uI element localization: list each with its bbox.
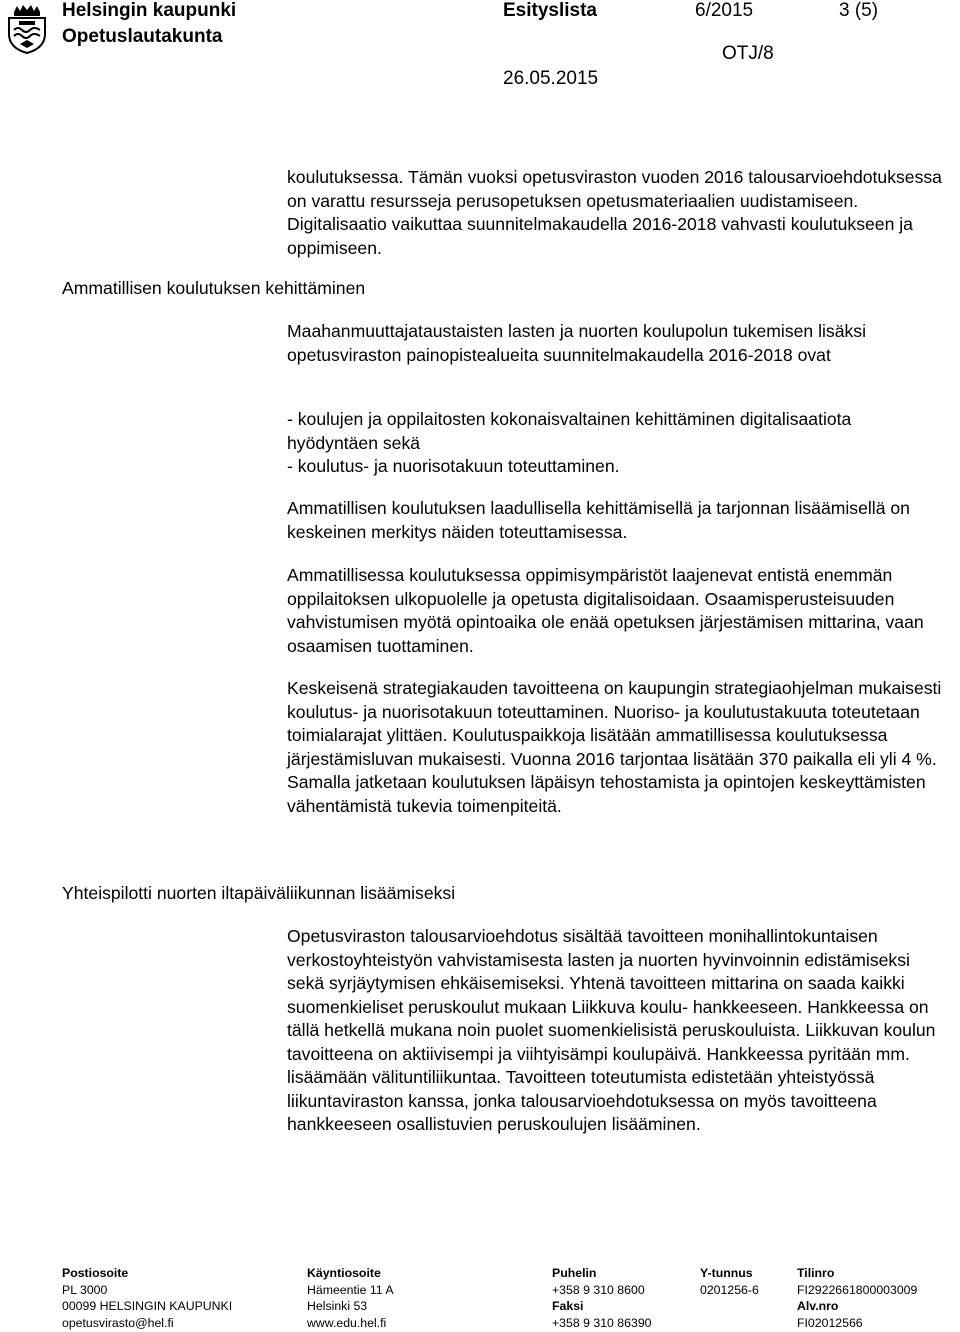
footer-phone bbox=[552, 1265, 652, 1331]
footer-account bbox=[797, 1265, 917, 1331]
footer-visiting-label: Käyntiosoite bbox=[307, 1266, 381, 1280]
footer-phone-value: +358 9 310 8600 bbox=[552, 1282, 645, 1297]
footer-visiting-address bbox=[307, 1265, 394, 1331]
footer-business-id-value: 0201256-6 bbox=[700, 1282, 759, 1297]
footer-visiting-line: Helsinki 53 bbox=[307, 1299, 368, 1314]
footer-phone-label: Puhelin bbox=[552, 1266, 597, 1280]
footer-postal-label: Postiosoite bbox=[62, 1266, 129, 1280]
paragraph-priorities-list: - koulujen ja oppilaitosten kokonaisvaltainen kehittäminen digitalisaatiota hyödyntäen sekä - koulutus- ja nuorisotakuun toteuttaminen. bbox=[287, 409, 852, 476]
footer-account-label: Tilinro bbox=[797, 1266, 835, 1280]
paragraph-digitalisation: koulutuksessa. Tämän vuoksi opetusviraston vuoden 2016 talousarvioehdotuksessa on varattu resursseja perusopetuksen opetusmateriaalien uudistamiseen. Digitalisaatio vaikuttaa suunnitelmakaudella 2016-2018 vahvasti koulutukseen ja oppimiseen. bbox=[287, 167, 942, 258]
paragraph-pilot: Opetusviraston talousarvioehdotus sisältää tavoitteen monihallintokuntaisen verkostoyhteistyön vahvistamisesta lasten ja nuorten hyvinvoinnin edistämiseksi sekä syrjäytymisen ehkäisemiseksi. Yhtenä tavoitteen mittarina on saada kaikki suomenkieliset peruskoulut mukaan Liikkuva koulu- hankkeeseen. Hankkeessa on tällä hetkellä mukana noin puolet suomenkielisistä peruskouluista. Liikkuvan koulun tavoitteena on aktiivisempi ja viihtyisämpi koulupäivä. Hankkeessa pyritään mm. lisäämään välituntiliikuntaa. Tavoitteen toteutumista edistetään yhteistyössä liikuntaviraston kanssa, jonka talousarvioehdotuksessa on myös tavoitteena hankkeeseen osallistuvien peruskoulujen lisääminen. bbox=[287, 926, 936, 1134]
paragraph-vocational-quality: Ammatillisen koulutuksen laadullisella kehittämisellä ja tarjonnan lisäämisellä on keskeinen merkitys näiden toteuttamisessa. bbox=[287, 498, 910, 542]
footer-business-id-label: Y-tunnus bbox=[700, 1266, 753, 1280]
footer-website-link[interactable]: www.edu.hel.fi bbox=[307, 1315, 387, 1330]
footer-business-id bbox=[700, 1265, 759, 1298]
footer-postal-address bbox=[62, 1265, 232, 1331]
paragraph-priorities-intro: Maahanmuuttajataustaisten lasten ja nuorten koulupolun tukemisen lisäksi opetusviraston painopistealueita suunnitelmakaudella 2016-2018 ovat bbox=[287, 321, 866, 365]
meeting-date: 26.05.2015 bbox=[503, 68, 599, 89]
footer-email-link[interactable]: opetusvirasto@hel.fi bbox=[62, 1315, 174, 1330]
footer-visiting-line: Hämeentie 11 A bbox=[307, 1282, 394, 1297]
footer-fax-label: Faksi bbox=[552, 1299, 584, 1314]
paragraph-strategy-goal: Keskeisenä strategiakauden tavoitteena on kaupungin strategiaohjelman mukaisesti koulutus- ja nuorisotakuun toteuttaminen. Nuoriso- ja koulutustakuuta toteutetaan toimialarajat ylittäen. Koulutuspaikkoja lisätään ammatillisessa koulutuksessa järjestämisluvan mukaisesti. Vuonna 2016 tarjontaa lisätään 370 paikalla eli yli 4 %. Samalla jatketaan koulutuksen läpäisyn tehostamista ja opintojen keskeyttämisten vähentämistä tukevia toimenpiteitä. bbox=[287, 678, 942, 816]
page-number: 3 (5) bbox=[839, 0, 879, 21]
footer-fax-value: +358 9 310 86390 bbox=[552, 1315, 652, 1330]
footer-postal-line: PL 3000 bbox=[62, 1282, 108, 1297]
helsinki-crest-logo bbox=[6, 4, 48, 54]
document-type: Esityslista bbox=[503, 0, 597, 21]
organization-name: Helsingin kaupunki bbox=[62, 0, 237, 21]
body-name: Opetuslautakunta bbox=[62, 26, 223, 47]
footer-postal-line: 00099 HELSINGIN KAUPUNKI bbox=[62, 1299, 233, 1314]
header-organization bbox=[62, 0, 236, 52]
section-heading-vocational: Ammatillisen koulutuksen kehittäminen bbox=[62, 278, 366, 298]
paragraph-learning-environments: Ammatillisessa koulutuksessa oppimisympäristöt laajenevat entistä enemmän oppilaitoksen ulkopuolelle ja opetusta digitalisoidaan. Osaamisperusteisuuden vahvistumisen myötä opintoaika ole enää opetuksen järjestämisen mittarina, vaan osaamisen tuottaminen. bbox=[287, 565, 924, 656]
footer-vat-label: Alv.nro bbox=[797, 1299, 839, 1314]
agenda-item: OTJ/8 bbox=[722, 43, 774, 64]
section-heading-pilot: Yhteispilotti nuorten iltapäiväliikunnan lisäämiseksi bbox=[62, 883, 456, 903]
document-number: 6/2015 bbox=[695, 0, 754, 21]
footer-account-value: FI2922661800003009 bbox=[797, 1282, 918, 1297]
footer-vat-value: FI02012566 bbox=[797, 1315, 863, 1330]
